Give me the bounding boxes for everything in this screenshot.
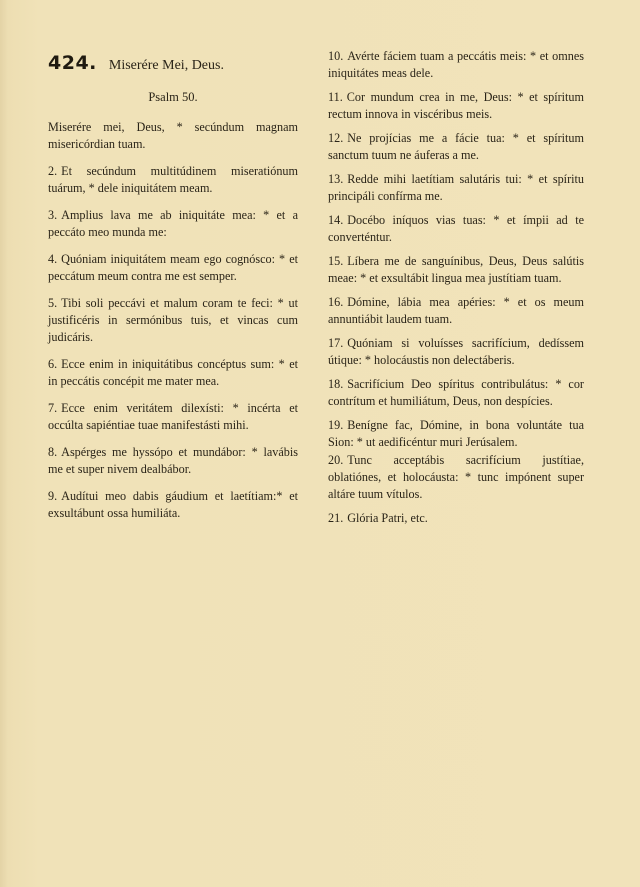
verse-16: [328, 294, 584, 328]
verse-text: Amplius lava me ab iniquitáte mea: * et a peccáto meo munda me:: [48, 208, 298, 239]
verse-number: 4.: [48, 252, 58, 266]
verse-number: 3.: [48, 208, 58, 222]
verse-9: [48, 488, 298, 522]
verse-15: [328, 253, 584, 287]
psalm-label: Psalm 50.: [148, 90, 198, 104]
verse-text: Benígne fac, Dómine, in bona voluntáte tua Sion: * ut aedificéntur muri Jerúsalem.: [328, 418, 584, 449]
verse-text: Avérte fáciem tuam a peccátis meis: * et omnes iniquitátes meas dele.: [328, 49, 584, 80]
verse-18: [328, 376, 584, 410]
verse-number: 9.: [48, 489, 58, 503]
verse-text: Tunc acceptábis sacrifícium justítiae, oblatiónes, et holocáusta: * tunc impónent super altáre tuum vítulos.: [328, 453, 584, 501]
verse-text: Audítui meo dabis gáudium et laetítiam:* et exsultábunt ossa humiliáta.: [48, 489, 298, 520]
verse-1: [48, 119, 298, 153]
verse-text: Docébo iníquos vias tuas: * et ímpii ad te converténtur.: [328, 213, 584, 244]
verse-text: Ecce enim veritátem dilexísti: * incérta et occúlta sapiéntiae tuae manifestásti mihi.: [48, 401, 298, 432]
verse-text: Miserére mei, Deus, * secúndum magnam misericórdian tuam.: [48, 120, 298, 151]
verse-number: 8.: [48, 445, 58, 459]
verse-text: Redde mihi laetítiam salutáris tui: * et spíritu principáli confírma me.: [328, 172, 584, 203]
verse-number: 5.: [48, 296, 58, 310]
verse-17: [328, 335, 584, 369]
verse-number: 15.: [328, 254, 344, 268]
verse-number: 12.: [328, 131, 344, 145]
verse-text: Tibi soli peccávi et malum coram te feci: * ut justificéris in sermónibus tuis, et vincas cum judicáris.: [48, 296, 298, 344]
verse-number: 19.: [328, 418, 344, 432]
verse-number: 17.: [328, 336, 344, 350]
verse-19: [328, 417, 584, 451]
verse-2: [48, 163, 298, 197]
verse-20: [328, 452, 584, 503]
verse-text: Quóniam iniquitátem meam ego cognósco: * et peccátum meum contra me est semper.: [48, 252, 298, 283]
verse-11: [328, 89, 584, 123]
verse-text: Aspérges me hyssópo et mundábor: * lavábis me et super nivem dealbábor.: [48, 445, 298, 476]
verse-text: Líbera me de sanguínibus, Deus, Deus salútis meae: * et exsultábit lingua mea justítiam tuam.: [328, 254, 584, 285]
left-column: [48, 48, 298, 532]
verse-number: 14.: [328, 213, 344, 227]
verse-21: [328, 510, 584, 527]
verse-14: [328, 212, 584, 246]
hymn-header: [48, 52, 298, 78]
verse-10: [328, 48, 584, 82]
verse-number: 16.: [328, 295, 344, 309]
verse-number: 13.: [328, 172, 344, 186]
verse-text: Glória Patri, etc.: [347, 511, 428, 525]
verse-12: [328, 130, 584, 164]
verse-text: Cor mundum crea in me, Deus: * et spíritum rectum innova in viscéribus meis.: [328, 90, 584, 121]
right-column: [328, 48, 584, 534]
verse-13: [328, 171, 584, 205]
verse-text: Ecce enim in iniquitátibus concéptus sum: * et in peccátis concépit me mater mea.: [48, 357, 298, 388]
verse-text: Ne projícias me a fácie tua: * et spíritum sanctum tuum ne áuferas a me.: [328, 131, 584, 162]
verse-5: [48, 295, 298, 346]
verse-text: Sacrifícium Deo spíritus contribulátus: * cor contrítum et humiliátum, Deus, non despícies.: [328, 377, 584, 408]
hymn-number: 424.: [48, 52, 97, 74]
verse-text: Quóniam si voluísses sacrifícium, dedíssem útique: * holocáustis non delectáberis.: [328, 336, 584, 367]
verse-6: [48, 356, 298, 390]
verse-7: [48, 400, 298, 434]
verse-8: [48, 444, 298, 478]
verse-number: 7.: [48, 401, 58, 415]
verse-text: Et secúndum multitúdinem miseratiónum tuárum, * dele iniquitátem meam.: [48, 164, 298, 195]
verse-number: 18.: [328, 377, 344, 391]
verse-4: [48, 251, 298, 285]
verse-3: [48, 207, 298, 241]
verse-number: 21.: [328, 511, 344, 525]
verse-number: 20.: [328, 453, 344, 467]
verse-number: 2.: [48, 164, 58, 178]
hymn-title: Miserére Mei, Deus.: [108, 58, 224, 73]
verse-number: 10.: [328, 49, 344, 63]
verse-number: 11.: [328, 90, 343, 104]
verse-number: 6.: [48, 357, 58, 371]
verse-text: Dómine, lábia mea apéries: * et os meum annuntiábit laudem tuam.: [328, 295, 584, 326]
